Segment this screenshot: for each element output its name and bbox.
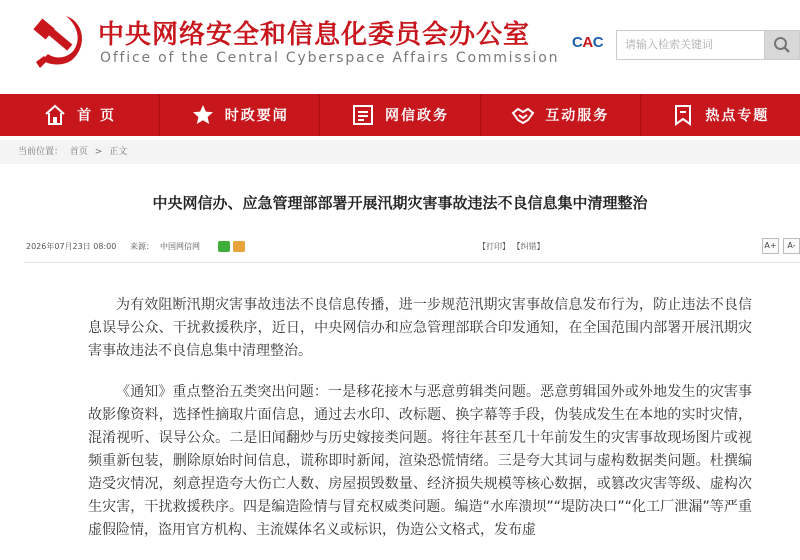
font-size-controls — [762, 238, 800, 254]
breadcrumb-separator: > — [94, 147, 103, 157]
nav-item-politics[interactable] — [160, 94, 320, 136]
search-icon — [773, 36, 791, 54]
article-actions — [478, 238, 545, 256]
nav-label: 首 页 — [77, 108, 117, 124]
nav-label: 热点专题 — [705, 108, 770, 124]
share-group — [218, 241, 245, 252]
article-date: 2026年07月23日 08:00 — [26, 242, 117, 251]
hammer-sickle-emblem-icon[interactable] — [28, 10, 94, 70]
nav-item-interaction[interactable] — [481, 94, 641, 136]
print-link[interactable]: 【打印】 — [478, 242, 510, 251]
bookmark-icon — [671, 103, 695, 127]
star-icon — [191, 103, 215, 127]
breadcrumb-home[interactable]: 首页 — [69, 147, 88, 157]
breadcrumb-current: 正文 — [109, 147, 128, 157]
org-title: 中央网络安全和信息化委员会办公室 — [98, 20, 531, 50]
site-header — [0, 0, 800, 94]
article-title: 中央网信办、应急管理部部署开展汛期灾害事故违法不良信息集中清理整治 — [152, 194, 648, 212]
handshake-icon — [511, 103, 535, 127]
correct-link[interactable]: 【纠错】 — [512, 242, 545, 251]
nav-label: 互动服务 — [545, 108, 610, 124]
article-body — [88, 294, 752, 560]
main-nav — [0, 94, 800, 136]
breadcrumb-label: 当前位置： — [18, 147, 64, 157]
breadcrumb — [0, 140, 800, 164]
nav-item-topics[interactable] — [641, 94, 800, 136]
nav-label: 时政要闻 — [224, 108, 289, 124]
article-meta — [26, 238, 800, 256]
font-decrease-button[interactable]: A- — [783, 238, 800, 254]
font-increase-button[interactable]: A+ — [762, 238, 779, 254]
government-icon — [351, 103, 375, 127]
home-icon — [43, 103, 67, 127]
weibo-share-icon[interactable] — [233, 241, 245, 252]
source-label: 来源： — [130, 242, 154, 251]
cac-logo[interactable]: CAC — [572, 34, 604, 51]
search-button[interactable] — [764, 30, 800, 60]
nav-label: 网信政务 — [385, 108, 449, 124]
search-input[interactable]: 请输入检索关键词 — [616, 30, 766, 60]
article-source: 中国网信网 — [160, 242, 200, 251]
nav-item-home[interactable] — [0, 94, 160, 136]
org-subtitle: Office of the Central Cyberspace Affairs Commission — [100, 50, 560, 66]
article-paragraph: 《通知》重点整治五类突出问题：一是移花接木与恶意剪辑类问题。恶意剪辑国外或外地发生的灾害事故影像资料，选择性摘取片面信息，通过去水印、改标题、换字幕等手段，伪装成发生在本地的实时灾情，混淆视听、误导公众。二是旧闻翻炒与历史嫁接类问题。将往年甚至几十年前发生的灾害事故现场图片或视频重新包装，删除原始时间信息，谎称即时新闻，渲染恐慌情绪。三是夸大其词与虚构数据类问题。杜撰编造受灾情况，刻意捏造夸大伤亡人数、房屋损毁数量、经济损失规模等核心数据，或篡改灾害等级、虚构次生灾害，干扰救援秩序。四是编造险情与冒充权威类问题。编造“水库溃坝”“堤防决口”“化工厂泄漏”等严重虚假险情，盗用官方机构、主流媒体名义或标识，伪造公文格式，发布虚 — [88, 384, 752, 538]
article-paragraph: 为有效阻断汛期灾害事故违法不良信息传播，进一步规范汛期灾害事故信息发布行为，防止违法不良信息误导公众、干扰救援秩序，近日，中央网信办和应急管理部联合印发通知，在全国范围内部署开展汛期灾害事故违法不良信息集中清理整治。 — [88, 297, 752, 359]
nav-item-government[interactable] — [320, 94, 480, 136]
meta-divider — [24, 262, 800, 263]
wechat-share-icon[interactable] — [218, 241, 230, 252]
